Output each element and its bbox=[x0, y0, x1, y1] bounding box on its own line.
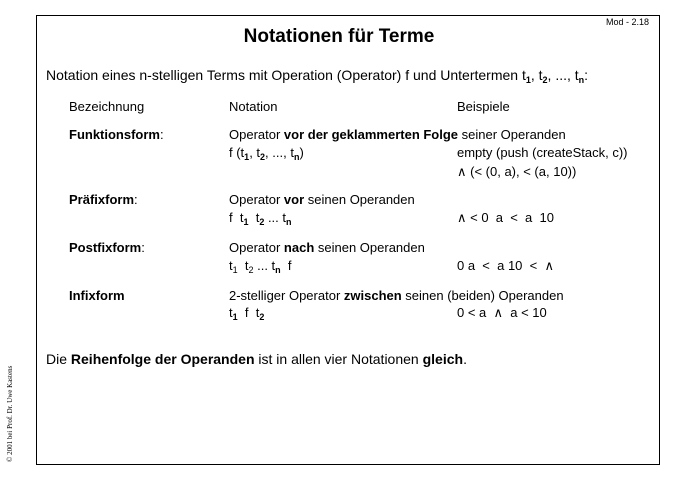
functional-form: f ($t_1$, $t_2$, ..., $t_n$) bbox=[229, 145, 304, 162]
header-name: Bezeichnung bbox=[69, 99, 145, 114]
page-id: Mod - 2.18 bbox=[605, 17, 649, 27]
postfix-label: Postfixform: bbox=[69, 240, 145, 255]
page-title: Notationen für Terme bbox=[243, 26, 435, 47]
infix-label: Infixform bbox=[69, 288, 125, 303]
prefix-example: ∧ < 0 a < a 10 bbox=[457, 210, 554, 225]
infix-form: $t_1$ f $t_2$ bbox=[229, 305, 265, 322]
functional-label: Funktionsform: bbox=[69, 127, 164, 142]
intro-text: Notation eines n-stelligen Terms mit Operation (Operator) f und Untertermen $t_1$, $t_2$, ..., $t_n$: bbox=[46, 67, 589, 85]
functional-desc: Operator vor der geklammerten Folge seiner Operanden bbox=[229, 127, 566, 142]
footer-text: Die Reihenfolge der Operanden ist in allen vier Notationen gleich. bbox=[46, 351, 467, 367]
functional-example-2: ∧ (< (0, a), < (a, 10)) bbox=[457, 164, 577, 179]
postfix-form: $t_1$ $t_2$ ... $t_n$ f bbox=[229, 258, 292, 275]
prefix-desc: Operator vor seinen Operanden bbox=[229, 192, 415, 207]
infix-example: 0 < a ∧ a < 10 bbox=[457, 305, 547, 320]
prefix-label: Präfixform: bbox=[69, 192, 138, 207]
functional-example-1: empty (push (createStack, c)) bbox=[457, 145, 628, 160]
infix-desc: 2-stelliger Operator zwischen seinen (beiden) Operanden bbox=[229, 288, 564, 303]
copyright-notice: © 2001 bei Prof. Dr. Uwe Kastens bbox=[6, 365, 14, 462]
header-notation: Notation bbox=[229, 99, 278, 114]
postfix-example: 0 a < a 10 < ∧ bbox=[457, 258, 554, 273]
prefix-form: f $t_1$ $t_2$ ... $t_n$ bbox=[229, 210, 292, 227]
postfix-desc: Operator nach seinen Operanden bbox=[229, 240, 425, 255]
header-examples: Beispiele bbox=[457, 99, 510, 114]
